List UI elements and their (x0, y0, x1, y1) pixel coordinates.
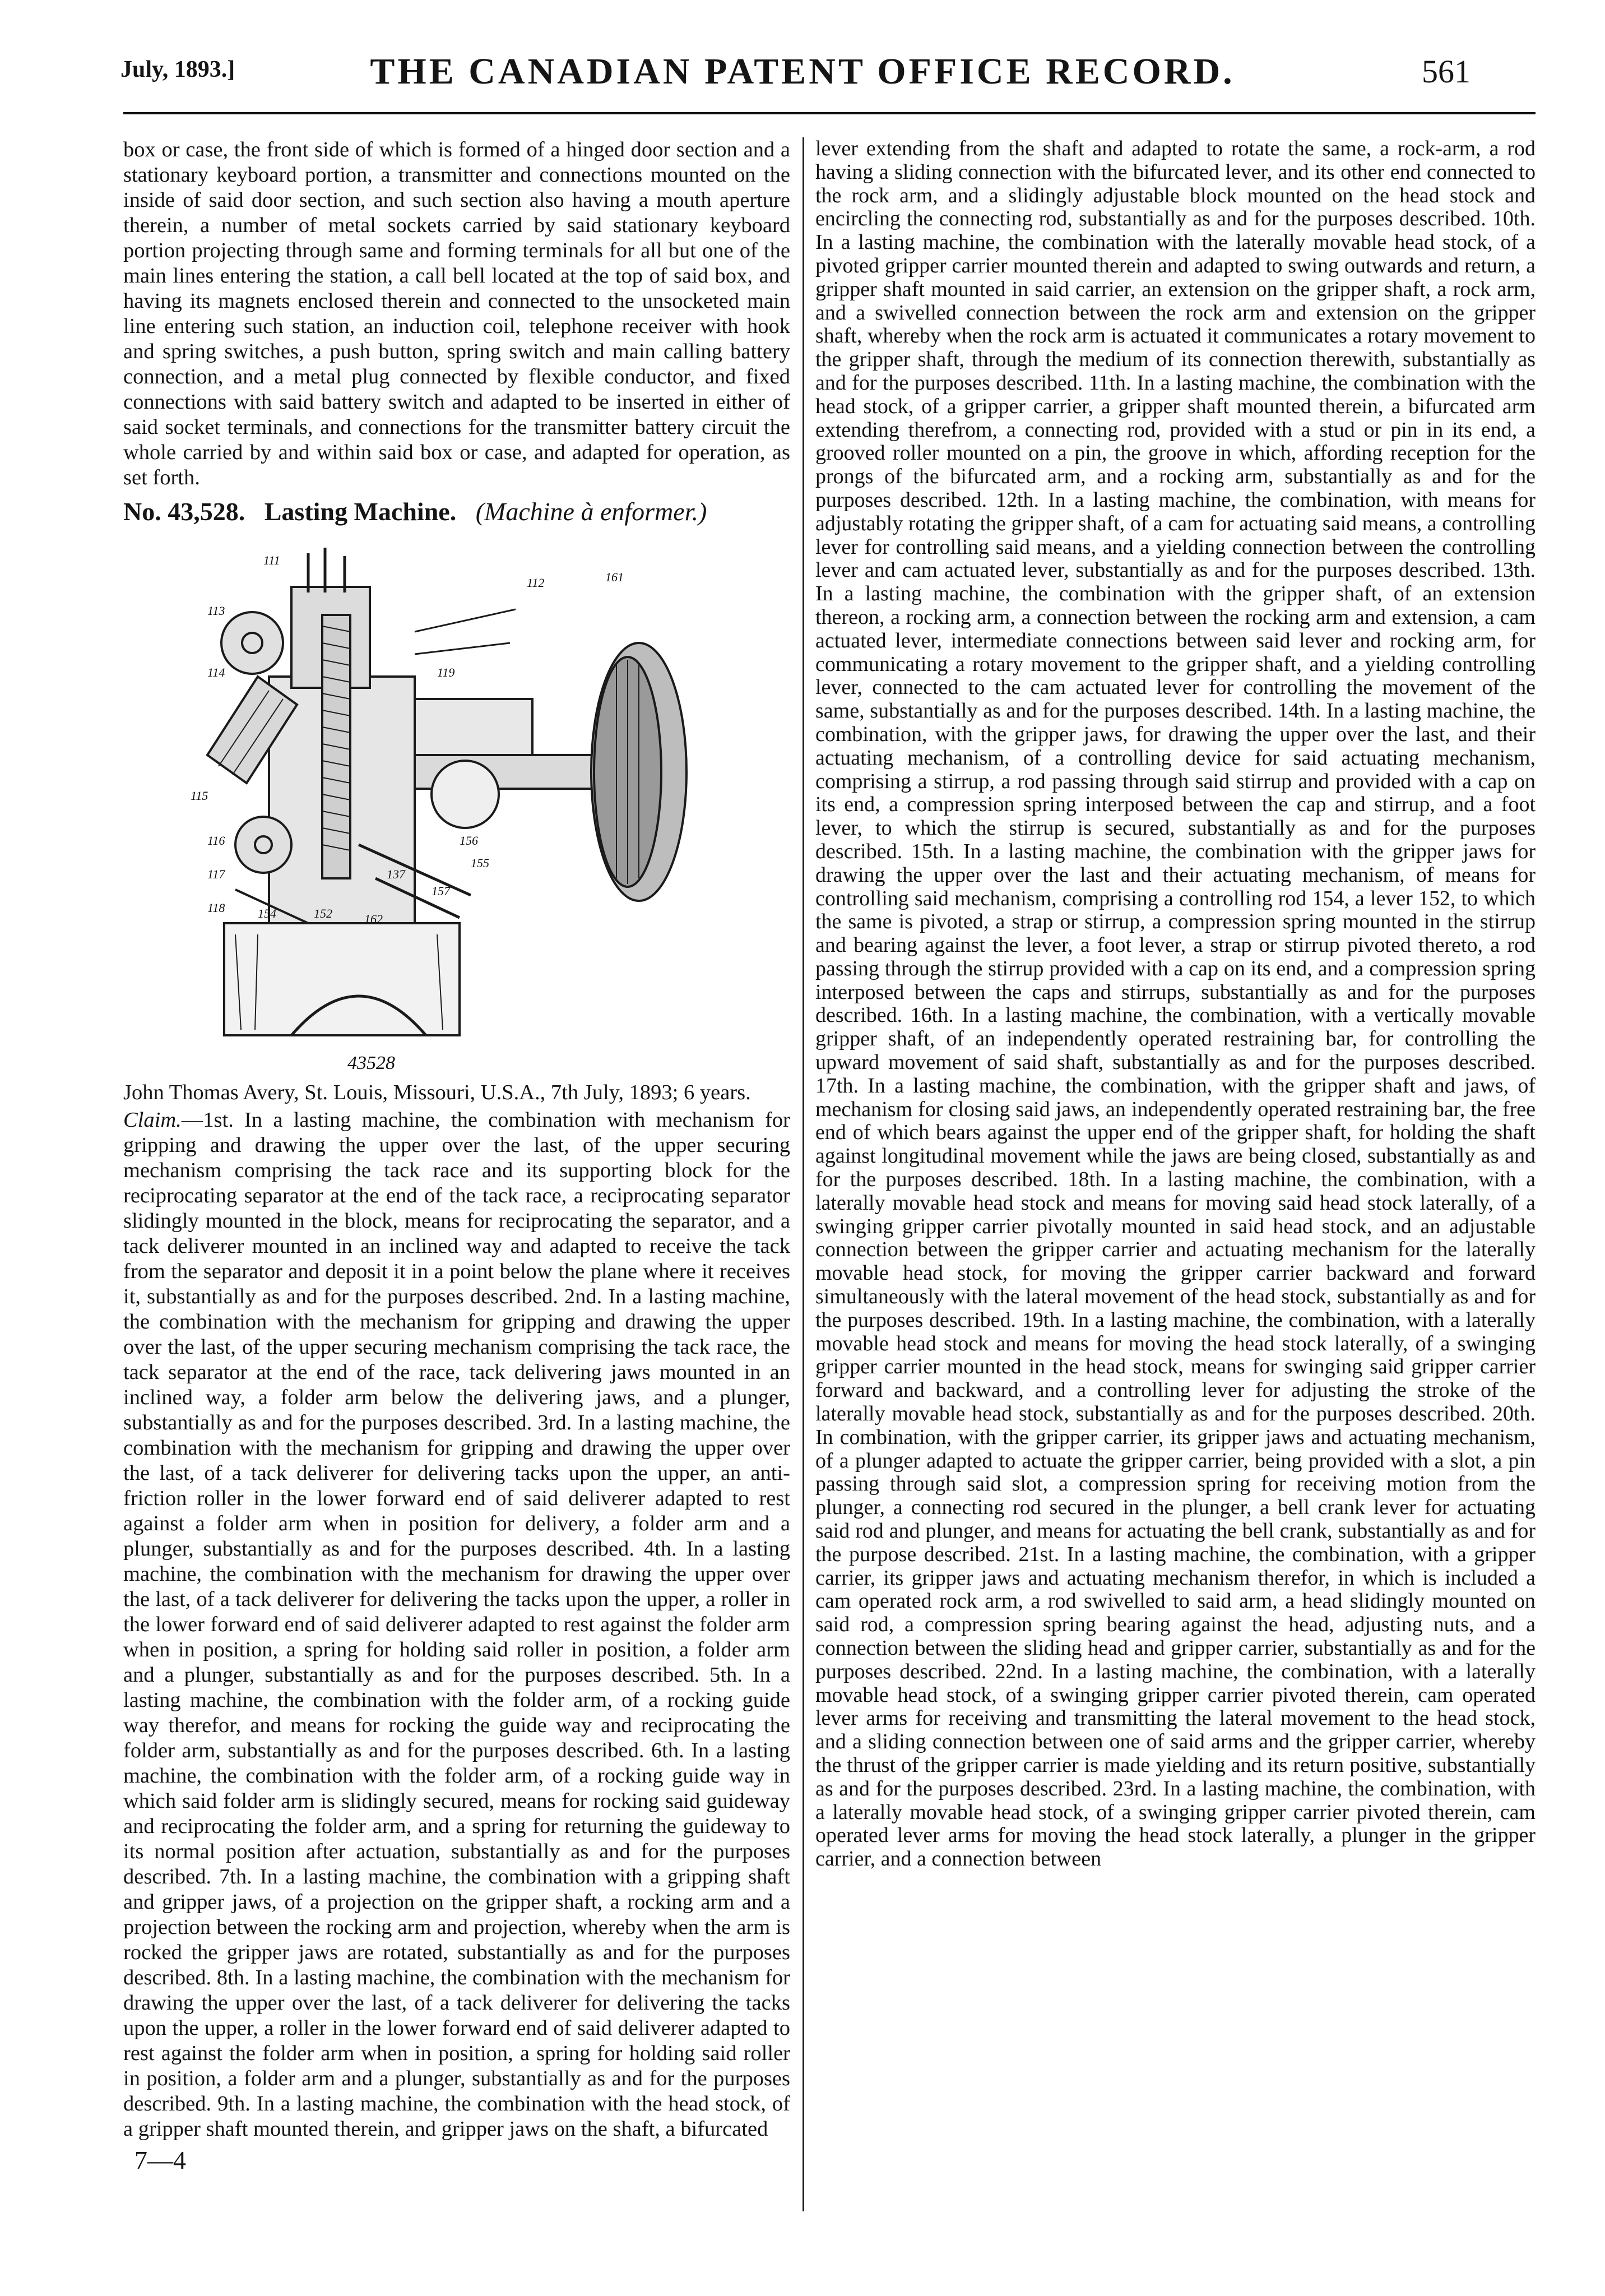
figure-label: 118 (207, 901, 225, 915)
figure-label: 112 (527, 576, 545, 590)
left-column (123, 137, 790, 2211)
figure-label: 116 (207, 834, 225, 848)
figure-label: 117 (207, 867, 225, 881)
figure-label: 111 (263, 553, 280, 567)
machine-figure (123, 531, 790, 1080)
figure-label: 161 (605, 570, 624, 584)
claims-continuation: lever extending from the shaft and adapted to rotate the same, a rock-arm, a rod having a sliding connection with the bifurcated lever, and its other end connected to the rock arm, and a slidingly adjustable block mounted on the head stock and encircling the connecting rod, substantially as and for the purposes described. 10th. In a lasting machine, the combination with the laterally movable head stock, of a pivoted gripper carrier mounted therein and adapted to swing outwards and return, a gripper shaft mounted in said carrier, an extension on the gripper shaft, a rock arm, and a swivelled connection between the rock arm and extension on the gripper shaft, whereby when the rock arm is actuated it communicates a rotary movement to the gripper shaft, through the medium of its connection therewith, substantially as and for the purposes described. 11th. In a lasting machine, the combination with the head stock, of a gripper carrier, a gripper shaft mounted therein, a bifurcated arm extending therefrom, a connecting rod, provided with a stud or pin in its end, a grooved roller mounted on a pin, the groove in which, affording reception for the prongs of the bifurcated arm, and a rocking arm, substantially as and for the purposes described. 12th. In a lasting machine, the combination, with means for adjustably rotating the gripper shaft, of a cam for actuating said means, a controlling lever for controlling said means, and a yielding connection between the controlling lever and cam actuated lever, substantially as and for the purposes described. 13th. In a lasting machine, the combination with the gripper shaft, of an extension thereon, a rocking arm, a connection between the rocking arm and extension, a cam actuated lever, intermediate connections between said lever and rocking arm, for communicating a rotary movement to the gripper shaft, and a yielding controlling lever, connected to the cam actuated lever for controlling the movement of the same, substantially as and for the purposes described. 14th. In a lasting machine, the combination, with the gripper jaws, for drawing the upper over the last, and their actuating mechanism, of a controlling device for said actuating mechanism, comprising a stirrup, a rod passing through said stirrup and provided with a cap on its end, a compression spring interposed between the cap and stirrup, and a foot lever, to which the stirrup is secured, substantially as and for the purposes described. 15th. In a lasting machine, the combination with the gripper jaws for drawing the upper over the last and their actuating mechanism, of means for controlling said mechanism, comprising a controlling rod 154, a lever 152, to which the same is pivoted, a strap or stirrup, a compression spring mounted in the stirrup and bearing against the lever, a foot lever, a strap or stirrup pivoted thereto, a rod passing through the stirrup provided with a cap on its end, and a compression spring interposed between the caps and stirrups, substantially as and for the purposes described. 16th. In a lasting machine, the combination, with a vertically movable gripper shaft, of an independently operated restraining bar, for controlling the upward movement of said shaft, substantially as and for the purposes described. 17th. In a lasting machine, the combination, with the gripper shaft and jaws, of mechanism for closing said jaws, an independently operated restraining bar, the free end of which bears against the upper end of the gripper shaft, for holding the shaft against longitudinal movement while the jaws are being closed, substantially as and for the purposes described. 18th. In a lasting machine, the combination, with a laterally movable head stock and means for moving said head stock laterally, of a swinging gripper carrier pivotally mounted in said head stock, and an adjustable connection between the gripper carrier and actuating mechanism for the laterally movable head stock, for moving the gripper carrier backward and forward simultaneously with the lateral movement of the head stock, substantially as and for the purposes described. 19th. In a lasting machine, the combination, with a laterally movable head stock and means for moving the head stock laterally, of a swinging gripper carrier mounted in the head stock, means for swinging said gripper carrier forward and backward, and a controlling lever for adjusting the stroke of the laterally movable head stock, substantially as and for the purposes described. 20th. In combination, with the gripper carrier, its gripper jaws and actuating mechanism, of a plunger adapted to actuate the gripper carrier, being provided with a slot, a pin passing through said slot, a compression spring for receiving motion from the plunger, a connecting rod secured in the plunger, a bell crank lever for actuating said rod and plunger, and means for actuating the bell crank, substantially as and for the purpose described. 21st. In a lasting machine, the combination, with a gripper carrier, its gripper jaws and actuating mechanism therefor, in which is included a cam operated rock arm, a rod swivelled to said arm, a head slidingly mounted on said rod, a compression spring bearing against the head, adjusting nuts, and a connection between the sliding head and gripper carrier, substantially as and for the purposes described. 22nd. In a lasting machine, the combination, with a laterally movable head stock, of a swinging gripper carrier pivoted therein, cam operated lever arms for receiving and transmitting the lateral movement to the head stock, and a sliding connection between one of said arms and the gripper carrier, whereby the thrust of the gripper carrier is made yielding and its return positive, substantially as and for the purposes described. 23rd. In a lasting machine, the combination, with a laterally movable head stock, of a swinging gripper carrier pivoted therein, cam operated lever arms for moving the head stock laterally, a plunger in the gripper carrier, and a connection between (815, 137, 1536, 1871)
continuation-text: box or case, the front side of which is formed of a hinged door section and a stationary keyboard portion, a transmitter and connections mounted on the inside of said door section, and such section also having a mouth aperture therein, a number of metal sockets carried by said stationary keyboard portion projecting through same and forming terminals for all but one of the main lines entering the station, a call bell located at the top of said box, and having its magnets enclosed therein and connected to the unsocketed main line entering such station, an induction coil, telephone receiver with hook and spring switches, a push button, spring switch and main calling battery connection, and a metal plug connected by flexible conductor, and fixed connections with said battery switch and adapted to be inserted in either of said socket terminals, and connections for the transmitter battery circuit the whole carried by and within said box or case, and adapted for operation, as set forth. (123, 138, 790, 489)
claim-label: Claim. (123, 1108, 182, 1132)
patent-title: Lasting Machine. (264, 497, 457, 526)
claims-text (123, 1108, 790, 2142)
right-column (815, 137, 1536, 2211)
claims-body: —1st. In a lasting machine, the combination with mechanism for gripping and drawing the upper over the last, of the upper securing mechanism comprising the tack race and its supporting block for the reciprocating separator at the end of the tack race, a reciprocating separator slidingly mounted in the block, means for reciprocating the separator, and a tack deliverer mounted in an inclined way and adapted to receive the tack from the separator and deposit it in a point below the plane where it receives it, substantially as and for the purposes described. 2nd. In a lasting machine, the combination with the mechanism for gripping and drawing the upper over the last, of the upper securing mechanism comprising the tack race, the tack separator at the end of the race, tack delivering jaws mounted in an inclined way, a folder arm below the delivering jaws, and a plunger, substantially as and for the purposes described. 3rd. In a lasting machine, the combination with the mechanism for gripping and drawing the upper over the last, of a tack deliverer for delivering tacks upon the upper, an anti-friction roller in the lower forward end of said deliverer adapted to rest against a folder arm when in position for delivery, a folder arm and a plunger, substantially as and for the purposes described. 4th. In a lasting machine, the combination with the mechanism for drawing the upper over the last, of a tack deliverer for delivering the tacks upon the upper, a roller in the lower forward end of said deliverer adapted to rest against the folder arm when in position, a spring for holding said roller in position, a folder arm and a plunger, substantially as and for the purposes described. 5th. In a lasting machine, the combination with the folder arm, of a rocking guide way therefor, and means for rocking the guide way and reciprocating the folder arm, substantially as and for the purposes described. 6th. In a lasting machine, the combination with the folder arm, of a rocking guide way in which said folder arm is slidingly secured, means for rocking said guideway and reciprocating the folder arm, and a spring for returning the guideway to its normal position after actuation, substantially as and for the purposes described. 7th. In a lasting machine, the combination with a gripping shaft and gripper jaws, of a projection on the gripper shaft, a rocking arm and a projection between the rocking arm and projection, whereby when the arm is rocked the gripper jaws are rotated, substantially as and for the purposes described. 8th. In a lasting machine, the combination with the mechanism for drawing the upper over the last, of a tack deliverer for delivering the tacks upon the upper, a roller in the lower forward end of said deliverer adapted to rest against the folder arm when in position, a spring for holding said roller in position, a folder arm and a plunger, substantially as and for the purposes described. 9th. In a lasting machine, the combination with the head stock, of a gripper shaft mounted therein, and gripper jaws on the shaft, a bifurcated (123, 1108, 790, 2141)
figure-label: 113 (207, 604, 225, 618)
page-number: 561 (1422, 53, 1471, 90)
figure-label: 162 (364, 912, 383, 926)
figure-label: 152 (314, 906, 332, 920)
figure-label: 119 (437, 665, 455, 679)
figure-label: 157 (432, 884, 450, 898)
figure-caption: 43528 (347, 1053, 395, 1073)
header-rule (123, 112, 1536, 114)
journal-title: THE CANADIAN PATENT OFFICE RECORD. (370, 51, 1235, 92)
figure-label: 155 (471, 856, 489, 870)
patent-heading (123, 497, 790, 526)
figure-label: 114 (207, 665, 225, 679)
folio-mark: 7—4 (134, 2146, 186, 2174)
figure-label: 156 (460, 834, 478, 848)
inventor-line: John Thomas Avery, St. Louis, Missouri, U.S.A., 7th July, 1893; 6 years. (123, 1081, 751, 1104)
lasting-machine-drawing (123, 531, 790, 1080)
patent-number: No. 43,528. (123, 497, 245, 526)
patent-title-french: (Machine à enformer.) (475, 497, 707, 526)
column-divider (802, 137, 804, 2211)
figure-label: 115 (191, 789, 208, 803)
issue-date: July, 1893.] (120, 57, 235, 82)
figure-label: 137 (387, 867, 405, 881)
figure-label: 154 (258, 906, 276, 920)
